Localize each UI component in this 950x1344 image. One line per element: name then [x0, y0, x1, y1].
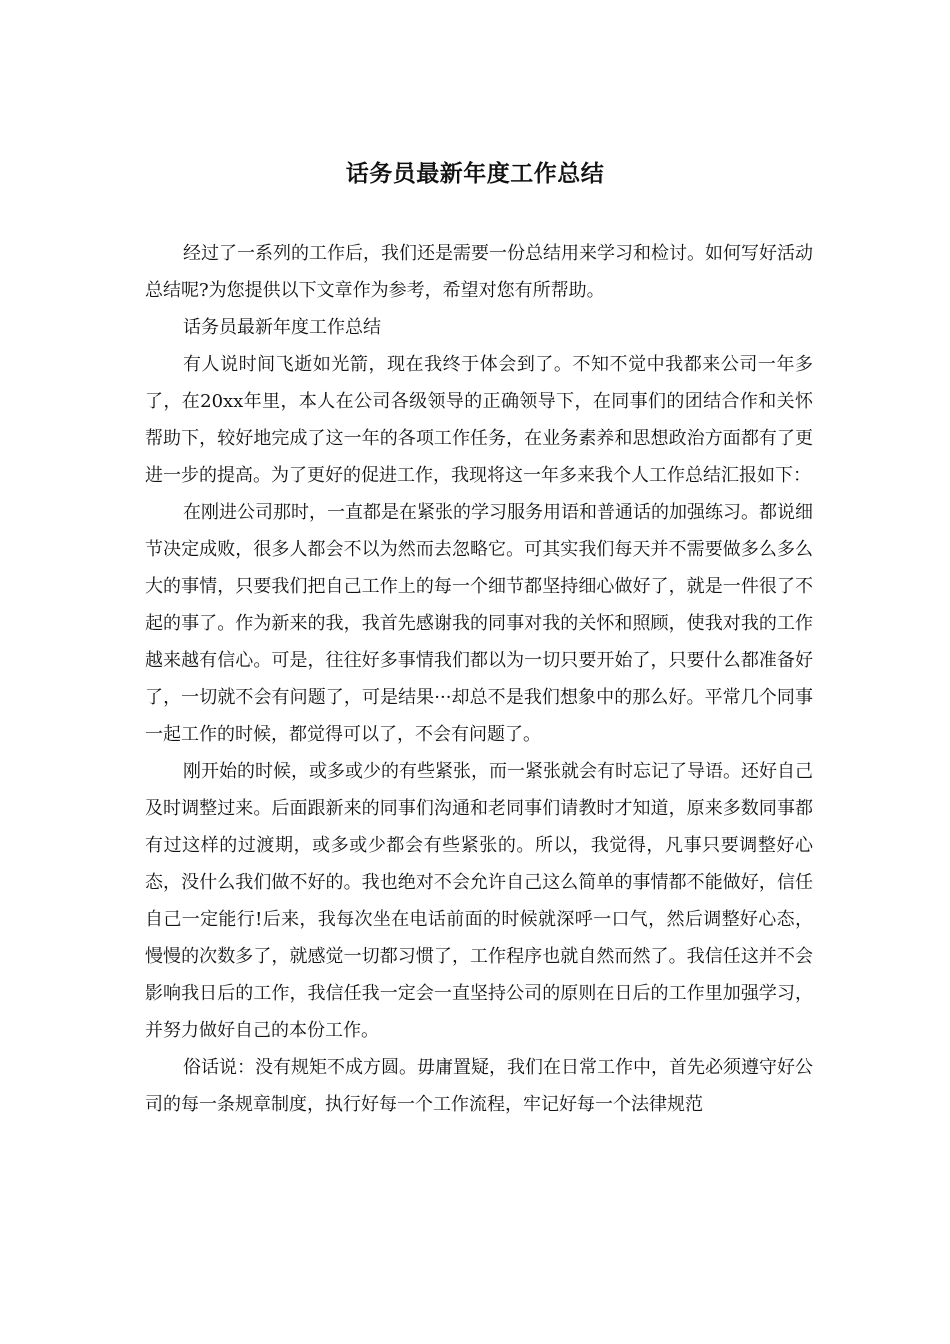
- body-paragraph: 在刚进公司那时，一直都是在紧张的学习服务用语和普通话的加强练习。都说细节决定成败，很多人都会不以为然而去忽略它。可其实我们每天并不需要做多么多么大的事情，只要我们把自己工作上的每一个细节都坚持细心做好了，就是一件很了不起的事了。作为新来的我，我首先感谢我的同事对我的关怀和照顾，使我对我的工作越来越有信心。可是，往往好多事情我们都以为一切只要开始了，只要什么都准备好了，一切就不会有问题了，可是结果···却总不是我们想象中的那么好。平常几个同事一起工作的时候，都觉得可以了，不会有问题了。: [145, 502, 813, 745]
- document-title: 话务员最新年度工作总结: [345, 160, 605, 187]
- body-paragraph: 俗话说：没有规矩不成方圆。毋庸置疑，我们在日常工作中，首先必须遵守好公司的每一条规章制度，执行好每一个工作流程，牢记好每一个法律规范: [145, 1057, 813, 1115]
- body-paragraph: 刚开始的时候，或多或少的有些紧张，而一紧张就会有时忘记了导语。还好自己及时调整过来。后面跟新来的同事们沟通和老同事们请教时才知道，原来多数同事都有过这样的过渡期，或多或少都会有些紧张的。所以，我觉得，凡事只要调整好心态，没什么我们做不好的。我也绝对不会允许自己这么简单的事情都不能做好，信任自己一定能行!后来，我每次坐在电话前面的时候就深呼一口气，然后调整好心态，慢慢的次数多了，就感觉一切都习惯了，工作程序也就自然而然了。我信任这并不会影响我日后的工作，我信任我一定会一直坚持公司的原则在日后的工作里加强学习，并努力做好自己的本份工作。: [145, 761, 813, 1041]
- document-body: [145, 235, 813, 1123]
- body-paragraph: 有人说时间飞逝如光箭，现在我终于体会到了。不知不觉中我都来公司一年多了，在20xx年里，本人在公司各级领导的正确领导下，在同事们的团结合作和关怀帮助下，较好地完成了这一年的各项工作任务，在业务素养和思想政治方面都有了更进一步的提高。为了更好的促进工作，我现将这一年多来我个人工作总结汇报如下：: [145, 354, 813, 486]
- subtitle-paragraph: 话务员最新年度工作总结: [183, 317, 381, 338]
- intro-paragraph: 经过了一系列的工作后，我们还是需要一份总结用来学习和检讨。如何写好活动总结呢?为您提供以下文章作为参考，希望对您有所帮助。: [145, 243, 813, 301]
